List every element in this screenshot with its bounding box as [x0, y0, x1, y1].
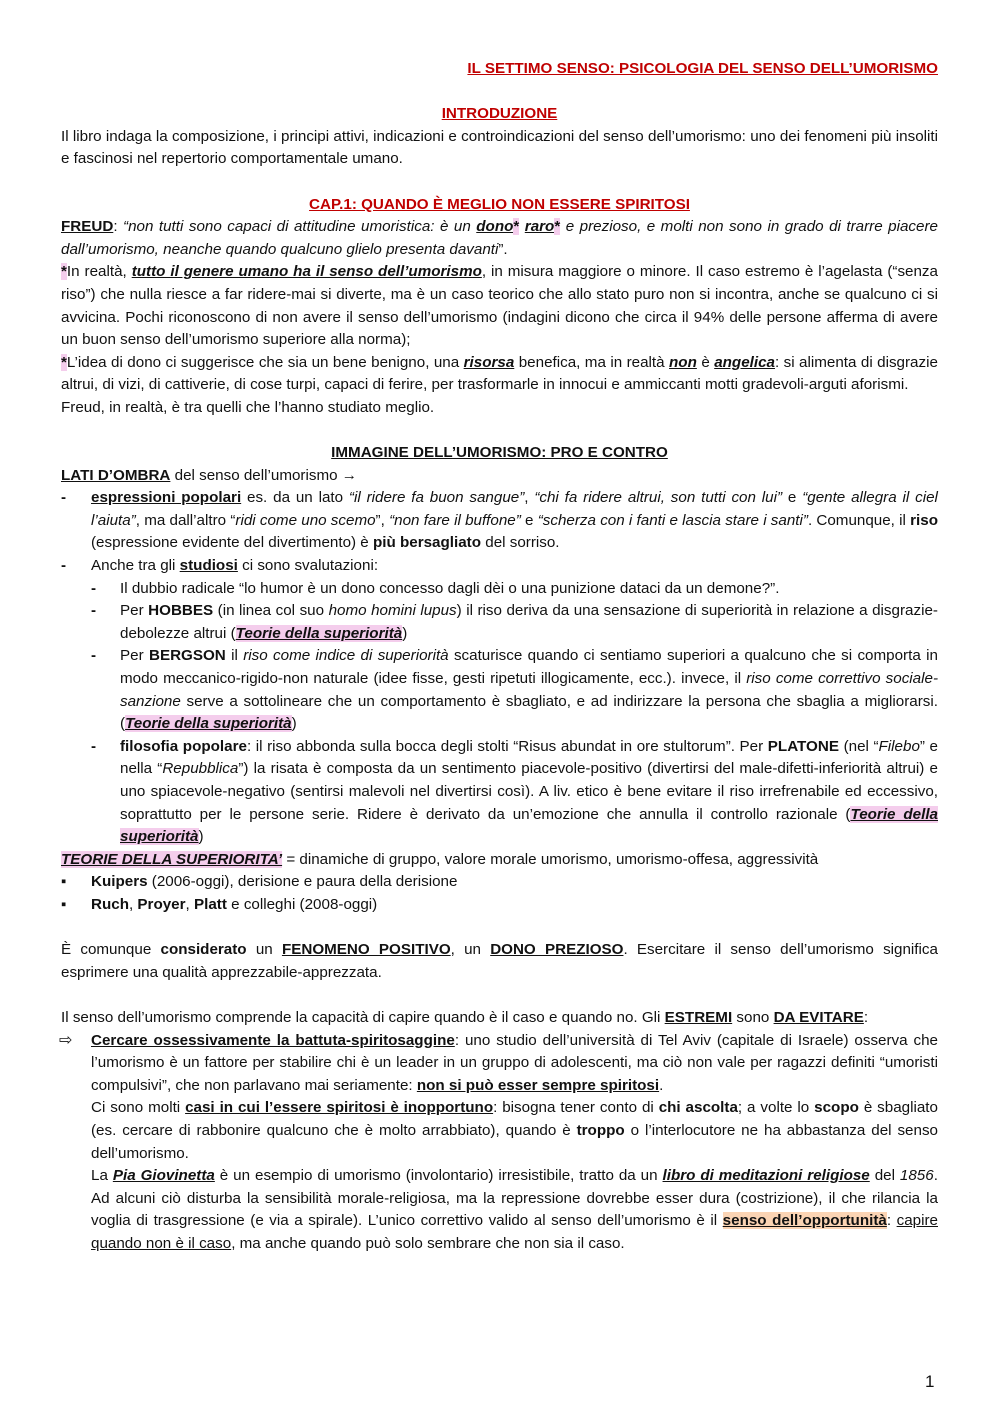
scopo-word: scopo: [814, 1099, 859, 1117]
pia-giovinetta: Pia Giovinetta: [112, 1167, 215, 1185]
note-1-start: In realtà,: [66, 263, 127, 281]
hobbes-name: HOBBES: [148, 602, 214, 620]
dono-asterisk: *: [513, 218, 520, 236]
proyer-name: Proyer: [137, 895, 186, 913]
document-title: IL SETTIMO SENSO: PSICOLOGIA DEL SENSO DELL’UMORISMO: [467, 60, 938, 77]
author-item-ruch: ▪ Ruch, Proyer, Platt e colleghi (2008-oggi): [61, 894, 938, 917]
anno-1856: 1856: [899, 1167, 934, 1185]
piu-bersagliato: più bersagliato: [372, 534, 482, 552]
estremi-b: sono: [736, 1008, 770, 1026]
considerato-word: considerato: [160, 941, 247, 959]
note-2-asterisk: *: [61, 353, 67, 371]
riso-word: riso: [910, 511, 938, 529]
risorsa-word: risorsa: [463, 353, 515, 371]
b1-quote-1: “il ridere fa buon sangue”: [348, 489, 525, 507]
cercare-dot: .: [659, 1076, 664, 1094]
ruch-name: Ruch: [91, 895, 129, 913]
freud-quote-end: ”.: [498, 240, 508, 258]
casi-d: è sbagliato (es. cercare di rabbonire qualcuno che è molto arrabbiato), quando è: [91, 1099, 938, 1139]
note-2-rest: : si alimenta di disgrazie altrui, di vizi, di cattiverie, di cose turpi, capaci di ferire, per trasformarle in innocui e ammiccanti motti gradevoli-arguti aforismi.: [61, 353, 938, 394]
b2-text-b: ci sono svalutazioni:: [242, 557, 379, 575]
pia-e: :: [886, 1212, 892, 1230]
freud-closing: Freud, in realtà, è tra quelli che l’hanno studiato meglio.: [61, 398, 435, 416]
casi-a: Ci sono molti: [91, 1099, 181, 1117]
s2-a: Per: [120, 602, 144, 620]
s2-c: ) il riso deriva da una sensazione di superiorità in relazione a disgrazie-debolezze altrui (: [120, 602, 938, 642]
s4-close: ): [198, 828, 204, 846]
teorie-rest: = dinamiche di gruppo, valore morale umorismo, umorismo-offesa, aggressività: [286, 850, 819, 868]
cap1-heading: CAP.1: QUANDO È MEGLIO NON ESSERE SPIRITOSI: [309, 195, 690, 213]
note-2: [61, 352, 938, 397]
pia-d: . Ad alcuni ciò disturba la sensibilità morale-religiosa, ma la repressione dovrebbe esser dura (costrizione), il che rilancia la voglia di trasgressione (e via a spirale). L’unico correttivo valido al senso dell’umorismo è il: [91, 1167, 938, 1230]
b1-quote-4: ridi come uno scemo: [235, 511, 376, 529]
b2-text-a: Anche tra gli: [91, 557, 176, 575]
cercare-label: Cercare ossessivamente la battuta-spiritosaggine: [91, 1031, 455, 1049]
b1-text-b: , ma dall’altro “: [135, 511, 236, 529]
b1-e: e: [787, 489, 797, 507]
b1-quote-2: “chi fa ridere altrui, son tutti con lui”: [534, 489, 783, 507]
pia-paragraph: [91, 1165, 938, 1255]
freud-label: FREUD: [61, 218, 114, 236]
authors-list: [61, 871, 938, 916]
lati-ombra-rest: del senso dell’umorismo →: [174, 466, 357, 484]
dono-word: dono: [476, 218, 514, 236]
sublist-item-bergson: [91, 645, 938, 735]
s3-b: il: [231, 647, 238, 665]
b1-quote-6: “scherza con i fanti e lascia stare i santi”: [537, 511, 808, 529]
s3-close: ): [291, 715, 297, 733]
casi-e: o l’interlocutore ne ha abbastanza del senso dell’umorismo.: [91, 1121, 938, 1162]
s3-d: serve a sottolineare che un comportamento è sbagliato, e ad indirizzare la persona che sbaglia a migliorarsi. (: [120, 692, 938, 733]
s3-a: Per: [120, 647, 144, 665]
teorie-tag-hobbes: Teorie della superiorità: [235, 624, 403, 642]
estremi-a: Il senso dell’umorismo comprende la capacità di capire quando è il caso e quando no. Gli: [61, 1008, 661, 1026]
non-word: non: [669, 353, 697, 371]
casi-inopportuno: casi in cui l’essere spiritosi è inopportuno: [185, 1099, 494, 1117]
da-evitare: DA EVITARE: [773, 1008, 864, 1026]
bergson-name: BERGSON: [148, 647, 226, 665]
pos-a: È comunque: [61, 941, 152, 959]
b1-quote-3: “gente allegra il ciel l’aiuta”: [91, 489, 938, 529]
lati-ombra-label: LATI D’OMBRA: [61, 466, 171, 484]
note-1-asterisk: *: [61, 263, 67, 281]
filebo-title: Filebo: [878, 737, 920, 755]
intro-paragraph: Il libro indaga la composizione, i principi attivi, indicazioni e controindicazioni del senso dell’umorismo: uno dei fenomeni più insoliti e fascinosi nel repertorio comportamentale umano.: [61, 127, 938, 168]
studiosi-sublist: [91, 578, 938, 849]
pos-c: , un: [450, 941, 481, 959]
document-page: [61, 58, 938, 1255]
estremi-item-cercare: [61, 1030, 938, 1256]
note-1-rest: , in misura maggiore o minore. Il caso estremo è l’agelasta (“senza riso”) che nulla riesce a far ridere-mai si diverte, ma è un caso teorico che allo stato puro non si incontra, anche se qualcuno ci si avvicina. Pochi riconoscono di non avere il senso dell’umorismo (indagini dicono che circa il 94% delle persone afferma di avere un buon senso dell’umorismo superiore alla norma);: [61, 263, 938, 349]
platone-name: PLATONE: [767, 737, 839, 755]
espressioni-label: espressioni popolari: [91, 489, 242, 507]
page-number: 1: [925, 1372, 935, 1391]
lati-ombra-line: [61, 465, 938, 488]
pos-b: un: [255, 941, 273, 959]
list-item-espressioni: - espressioni popolari es. da un lato “il ridere fa buon sangue”, “chi fa ridere altrui, son tutti con lui” e “gente allegra il ciel l’aiuta”, ma dall’altro “ridi come uno scemo”, “non fare il buffone” e “scherza con i fanti e lascia stare i santi”. Comunque, il riso (espressione evidente del divertimento) è più bersagliato del sorriso.: [61, 487, 938, 555]
e-word: è: [701, 353, 710, 371]
raro-word: raro: [524, 218, 555, 236]
pos-d: . Esercitare il senso dell’umorismo significa esprimere una qualità apprezzabile-apprezzata.: [61, 941, 938, 981]
fenomeno-positivo: FENOMENO POSITIVO: [281, 941, 451, 959]
b1-quote-5: “non fare il buffone”: [389, 511, 521, 529]
sublist-item-hobbes: [91, 600, 938, 645]
troppo-word: troppo: [576, 1121, 625, 1139]
dono-prezioso: DONO PREZIOSO: [490, 941, 624, 959]
angelica-word: angelica: [714, 353, 775, 371]
pia-b: è un esempio di umorismo (involontario) irresistibile, tratto da un: [219, 1167, 658, 1185]
lati-ombra-list: [61, 487, 938, 849]
estremi-list: [61, 1030, 938, 1256]
libro-meditazioni: libro di meditazioni religiose: [662, 1167, 870, 1185]
raro-asterisk: *: [554, 218, 561, 236]
author-item-kuipers: [61, 871, 938, 894]
casi-b: : bisogna tener conto di: [493, 1099, 654, 1117]
casi-paragraph: [91, 1097, 938, 1165]
s2-close: ): [402, 624, 408, 642]
s4-c: ” e nella “: [120, 737, 938, 778]
estremi-paragraph: [61, 1007, 938, 1030]
intro-heading: INTRODUZIONE: [441, 105, 558, 123]
pia-c: del: [874, 1167, 895, 1185]
s3-italic-2: riso come correttivo sociale-sanzione: [120, 670, 938, 710]
estremi-c: :: [863, 1008, 869, 1026]
note-1-emphasis: tutto il genere umano ha il senso dell’umorismo: [131, 263, 482, 281]
list-item-studiosi: [61, 555, 938, 849]
senso-opportunita: senso dell’opportunità: [722, 1212, 887, 1230]
ruch-rest: e colleghi (2008-oggi): [231, 895, 378, 913]
capire-quando: capire quando non è il caso: [91, 1212, 938, 1252]
freud-quote-start: “non tutti sono capaci di attitudine umoristica: è un: [123, 218, 471, 236]
sublist-item-dubbio: - Il dubbio radicale “lo humor è un dono concesso dagli dèi o una punizione dataci da un demone?”.: [91, 578, 938, 601]
s4-d: ”) la risata è composta da un sentimento piacevole-positivo (divertirsi del male-difetti-inferiorità altrui) e uno spiacevole-negativo (sentirsi malevoli nel divertirsi così). A liv. etico è bene evitare il riso irrefrenabile ed eccessivo, soprattutto per le persone serie. Ridere è derivato da un’emozione che annulla il controllo razionale (: [120, 760, 938, 823]
s2-b: (in linea col suo: [217, 602, 325, 620]
note-2-mid: benefica, ma in realtà: [518, 353, 665, 371]
note-1: [61, 261, 938, 351]
sublist-item-filosofia: [91, 736, 938, 849]
estremi-word: ESTREMI: [664, 1008, 733, 1026]
chi-ascolta: chi ascolta: [658, 1099, 738, 1117]
non-si-puo: non si può esser sempre spiritosi: [416, 1076, 660, 1094]
immagine-heading: IMMAGINE DELL’UMORISMO: PRO E CONTRO: [331, 444, 668, 462]
teorie-tag-bergson: Teorie della superiorità: [125, 715, 292, 733]
teorie-label: TEORIE DELLA SUPERIORITA’: [61, 850, 283, 868]
homo-homini: homo homini lupus: [328, 602, 457, 620]
freud-quote-rest: e prezioso, e molti non sono in grado di trarre piacere dall’umorismo, neanche quando qualcuno glielo presenta davanti: [61, 218, 938, 258]
platt-name: Platt: [194, 895, 227, 913]
s4-b: (nel “: [843, 737, 879, 755]
b1-text-a: es. da un lato: [247, 489, 344, 507]
positivo-paragraph: [61, 939, 938, 984]
b1-text-c: . Comunque, il: [807, 511, 906, 529]
s3-italic-1: riso come indice di superiorità: [243, 647, 449, 665]
repubblica-title: Repubblica: [162, 760, 239, 778]
b1-text-d: (espressione evidente del divertimento) è: [91, 534, 369, 552]
teorie-definition: [61, 849, 938, 872]
pia-a: La: [91, 1167, 108, 1185]
s4-a: : il riso abbonda sulla bocca degli stolti “Risus abundat in ore stultorum”. Per: [246, 737, 764, 755]
pia-f: , ma anche quando può solo sembrare che non sia il caso.: [231, 1234, 625, 1252]
cercare-paragraph: [91, 1030, 938, 1098]
kuipers-name: Kuipers: [91, 873, 148, 891]
b1-text-f: del sorriso.: [485, 534, 560, 552]
teorie-tag-filosofia: Teorie della superiorità: [120, 805, 938, 846]
filosofia-label: filosofia popolare: [120, 737, 247, 755]
s3-c: scaturisce quando ci sentiamo superiori a qualcuno che si comporta in modo meccanico-rigido-non naturale (idee fisse, gesti ripetuti illogicamente, ecc.). invece, il: [120, 647, 938, 688]
freud-paragraph: FREUD: “non tutti sono capaci di attitudine umoristica: è un dono* raro* e prezioso, e molti non sono in grado di trarre piacere dall’umorismo, neanche quando qualcuno glielo presenta davanti”.: [61, 218, 938, 258]
studiosi-word: studiosi: [179, 557, 238, 575]
casi-c: ; a volte lo: [737, 1099, 810, 1117]
note-2-start: L’idea di dono ci suggerisce che sia un bene benigno, una: [66, 353, 460, 371]
cercare-text: : uno studio dell’università di Tel Aviv (capitale di Israele) osserva che l’umorismo è un fattore per stabilire chi è un leader in un gruppo di adolescenti, ma ciò non vale per ragazzi definiti “umoristi compulsivi”, che non parlavano mai seriamente:: [91, 1031, 938, 1094]
kuipers-rest: (2006-oggi), derisione e paura della derisione: [151, 873, 458, 891]
